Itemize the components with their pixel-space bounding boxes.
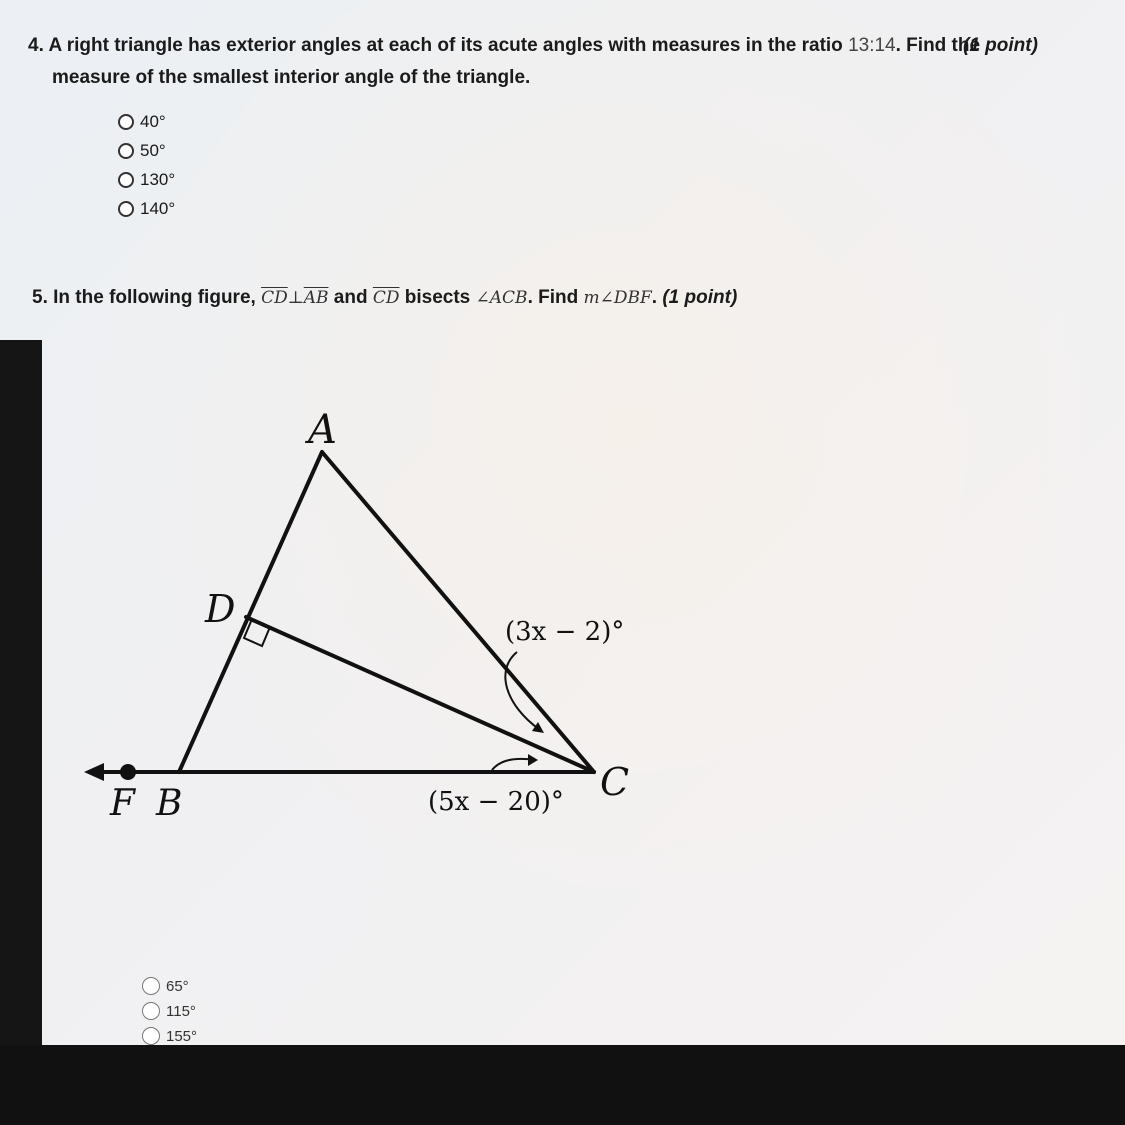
- question-4-text-line2: measure of the smallest interior angle of the triangle.: [52, 67, 531, 88]
- label-c: C: [600, 760, 630, 804]
- angle-label-top: (3x − 2)°: [505, 617, 625, 647]
- q5-points: (1 point): [662, 287, 738, 308]
- label-a: A: [308, 407, 337, 453]
- question-4-text: 4. A right triangle has exterior angles at each of its acute angles with measures in the ratio 13:14. Find the (1 point): [28, 32, 1088, 60]
- monitor-edge: [0, 340, 42, 1045]
- arc-arrow-icon: [528, 754, 538, 766]
- radio-button-icon[interactable]: [142, 1027, 160, 1045]
- q5-option-3[interactable]: 155°: [142, 1027, 197, 1045]
- q5-option-2[interactable]: 115°: [142, 1002, 196, 1020]
- question-5-text: 5. In the following figure, $\overline{CD}\perp\overline{AB}$ and $\overline{CD}$ bisects ∠ACB. Find m∠DBF. (1 point): [32, 287, 738, 308]
- q4-option-1[interactable]: 40°: [118, 112, 166, 132]
- radio-button-icon[interactable]: [142, 977, 160, 995]
- label-d: D: [205, 587, 236, 631]
- segment-ab: [179, 452, 322, 772]
- radio-button-icon[interactable]: [142, 1002, 160, 1020]
- ratio-value: 13:14: [848, 35, 896, 56]
- q4-option-3[interactable]: 130°: [118, 170, 175, 190]
- arc-arrow-icon: [532, 722, 544, 733]
- monitor-bezel: [0, 1045, 1125, 1125]
- q4-option-2[interactable]: 50°: [118, 141, 166, 161]
- ray-arrow-icon: [84, 763, 104, 781]
- q4-option-4[interactable]: 140°: [118, 199, 175, 219]
- point-f: [120, 764, 136, 780]
- label-f: F: [110, 783, 135, 824]
- q4-points: (1 point): [963, 35, 1038, 56]
- segment-ac: [322, 452, 594, 772]
- q5-option-1[interactable]: 65°: [142, 977, 189, 995]
- angle-label-bottom: (5x − 20)°: [428, 787, 564, 817]
- label-b: B: [156, 783, 183, 824]
